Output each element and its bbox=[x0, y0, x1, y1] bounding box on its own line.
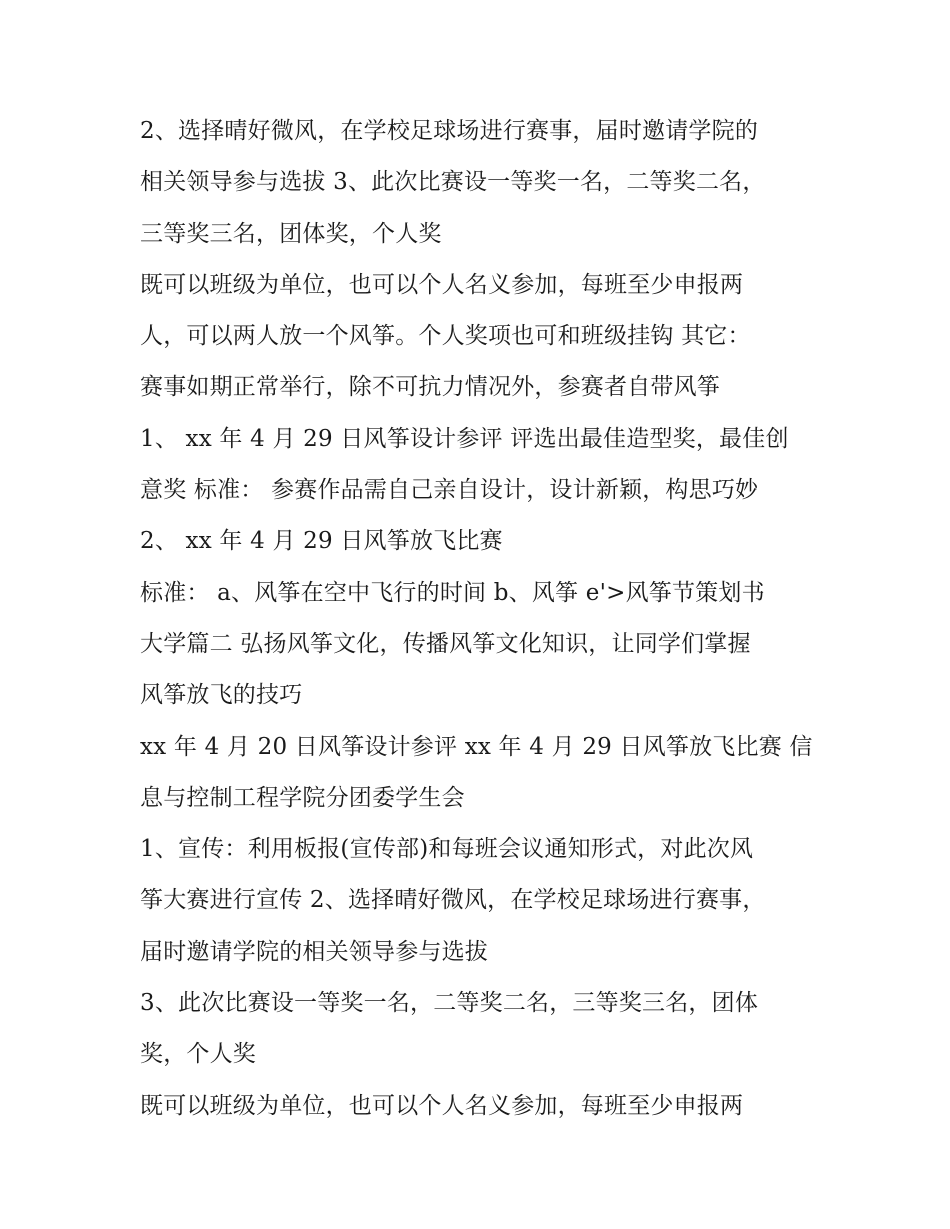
text-line: 2、选择晴好微风，在学校足球场进行赛事，届时邀请学院的 bbox=[140, 118, 759, 144]
text-line: 届时邀请学院的相关领导参与选拔 bbox=[140, 938, 488, 965]
text-line: 2、 xx 年 4 月 29 日风筝放飞比赛 bbox=[140, 528, 503, 555]
text-line: 息与控制工程学院分团委学生会 bbox=[140, 784, 465, 811]
text-line: 既可以班级为单位，也可以个人名义参加，每班至少申报两 bbox=[140, 1092, 744, 1119]
text-line: 三等奖三名，团体奖，个人奖 bbox=[140, 220, 442, 247]
text-line: 风筝放飞的技巧 bbox=[140, 682, 303, 709]
text-line: 筝大赛进行宣传 2、选择晴好微风，在学校足球场进行赛事， bbox=[140, 887, 766, 914]
document-body bbox=[140, 106, 820, 1132]
text-line: 奖，个人奖 bbox=[140, 1041, 256, 1068]
text-line: 1、宣传：利用板报(宣传部)和每班会议通知形式，对此次风 bbox=[140, 836, 754, 863]
text-line: 既可以班级为单位，也可以个人名义参加，每班至少申报两 bbox=[140, 271, 744, 298]
text-line: xx 年 4 月 20 日风筝设计参评 xx 年 4 月 29 日风筝放飞比赛 信 bbox=[140, 733, 813, 760]
text-line: 3、此次比赛设一等奖一名，二等奖二名，三等奖三名，团体 bbox=[140, 990, 759, 1017]
text-line: 标准： a、风筝在空中飞行的时间 b、风筝 e'>风筝节策划书 bbox=[140, 579, 765, 606]
text-line: 大学篇二 弘扬风筝文化，传播风筝文化知识，让同学们掌握 bbox=[140, 630, 751, 657]
text-line: 相关领导参与选拔 3、此次比赛设一等奖一名，二等奖二名， bbox=[140, 169, 766, 196]
text-line: 人，可以两人放一个风筝。个人奖项也可和班级挂钩 其它： bbox=[140, 323, 751, 350]
text-line: 赛事如期正常举行，除不可抗力情况外，参赛者自带风筝 bbox=[140, 374, 720, 401]
text-line: 1、 xx 年 4 月 29 日风筝设计参评 评选出最佳造型奖，最佳创 bbox=[140, 425, 789, 452]
text-line: 意奖 标准： 参赛作品需自己亲自设计，设计新颖，构思巧妙 bbox=[140, 477, 759, 504]
